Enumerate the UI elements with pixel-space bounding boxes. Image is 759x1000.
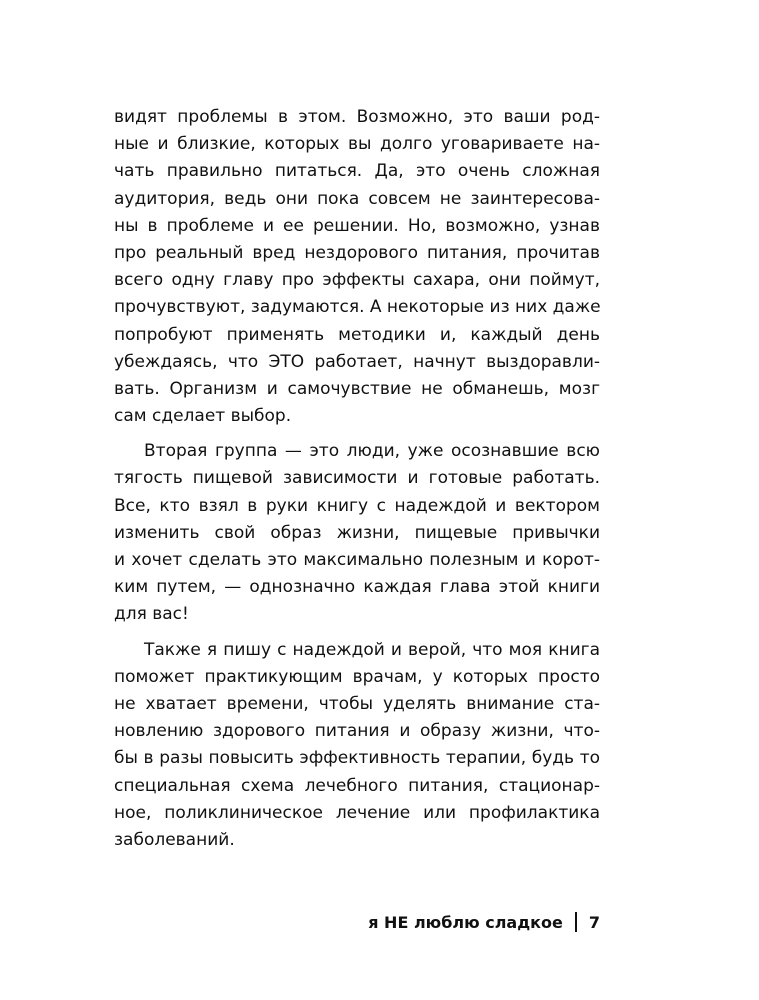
running-title: я НЕ люблю сладкое	[368, 913, 563, 932]
text-line: тягость пищевой зависимости и готовые работать.	[114, 468, 600, 489]
text-line: Вторая группа — это люди, уже осознавшие всю	[144, 441, 600, 462]
text-line: убеждаясь, что ЭТО работает, начнут выздоравли-	[114, 351, 600, 372]
text-line: новлению здорового питания и образу жизни, что-	[114, 721, 600, 742]
paragraph-2	[114, 438, 600, 628]
text-line: Все, кто взял в руки книгу с надеждой и вектором	[114, 495, 600, 516]
paragraph-1	[114, 104, 600, 430]
text-line: специальная схема лечебного питания, стационар-	[114, 775, 600, 796]
text-line: ные и близкие, которых вы долго уговариваете на-	[114, 134, 600, 155]
text-line: и хочет сделать это максимально полезным и корот-	[114, 550, 600, 570]
text-line: для вас!	[114, 604, 189, 625]
text-line: бы в разы повысить эффективность терапии, будь то	[114, 748, 600, 769]
page-body	[114, 104, 600, 862]
text-line: всего одну главу про эффекты сахара, они поймут,	[114, 270, 600, 291]
text-line: изменить свой образ жизни, пищевые привычки	[114, 522, 600, 543]
text-line: чать правильно питаться. Да, это очень сложная	[114, 161, 600, 182]
text-line: вать. Организм и самочувствие не обманешь, мозг	[114, 378, 600, 399]
text-line: попробуют применять методики и, каждый день	[114, 324, 600, 345]
page-number: 7	[588, 913, 600, 932]
text-line: ким путем, — однозначно каждая глава этой книги	[114, 577, 600, 598]
text-line: видят проблемы в этом. Возможно, это ваши род-	[114, 107, 600, 127]
text-line: аудитория, ведь они пока совсем не заинтересова-	[114, 188, 600, 209]
page-footer	[0, 912, 600, 934]
text-line: ны в проблеме и ее решении. Но, возможно, узнав	[114, 215, 600, 236]
text-line: про реальный вред нездорового питания, прочитав	[114, 242, 600, 263]
text-line: поможет практикующим врачам, у которых просто	[114, 666, 600, 687]
text-line: ное, поликлиническое лечение или профилактика	[114, 802, 600, 823]
text-line: заболеваний.	[114, 829, 235, 850]
text-line: сам сделает выбор.	[114, 406, 292, 427]
paragraph-3	[114, 637, 600, 855]
footer-separator	[575, 912, 577, 932]
text-line: не хватает времени, чтобы уделять внимание ста-	[114, 693, 600, 714]
text-line: прочувствуют, задумаются. А некоторые из них даже	[114, 297, 601, 318]
text-line: Также я пишу с надеждой и верой, что моя книга	[144, 639, 600, 660]
